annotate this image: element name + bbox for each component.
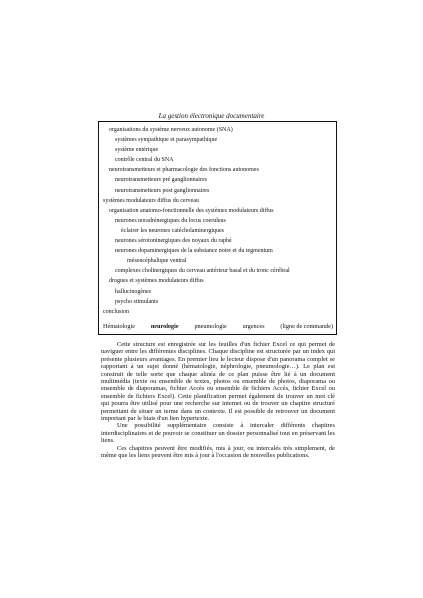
outline-item[interactable]: conclusion	[103, 308, 129, 315]
outline-item[interactable]: neurotransmetteurs pré ganglionnaires	[115, 177, 207, 184]
tab-neurologie[interactable]: neurologie	[150, 323, 179, 330]
outline-item[interactable]: neurones noradrénergiques du locus coeruleus	[115, 217, 226, 224]
outline-item[interactable]: complexes cholinergiques du cerveau antérieur basal et du tronc cérébral	[115, 268, 290, 275]
body-text	[101, 341, 335, 460]
outline-item[interactable]: organisations du système nerveux autonome (SNA)	[109, 127, 233, 133]
outline-item[interactable]: drogues et systèmes modulateurs diffus	[109, 278, 204, 285]
tab-pneumologie[interactable]: pneumologie	[194, 323, 227, 330]
outline-item[interactable]: mésencéphalique ventral	[127, 258, 187, 265]
outline-item[interactable]: neurotransmetteurs post ganglionnaires	[115, 187, 210, 194]
outline-item[interactable]: organisation anatomo-fonctionnelle des systèmes modulateurs diffus	[109, 207, 274, 214]
outline-item[interactable]: neurones sérotoninergiques des noyaux du raphé	[115, 238, 232, 245]
discipline-tabs	[103, 323, 333, 331]
tab-hématologie[interactable]: Hématologie	[103, 323, 135, 330]
outline-item[interactable]: systèmes sympathique et parasympathique	[115, 137, 218, 144]
outline-item[interactable]: systèmes modulateurs diffus du cerveau	[103, 197, 199, 204]
outline-panel	[98, 121, 337, 335]
outline-item[interactable]: neurotransmetteurs et pharmacologie des fonctions autonomes	[109, 167, 259, 174]
outline-item[interactable]: éclairer les neurones catécholaminergiques	[121, 227, 225, 234]
outline-list	[103, 125, 334, 317]
running-header: La gestion électronique documentaire	[158, 112, 265, 120]
paragraph: Cette structure est enregistrée sur les feuilles d'un fichier Excel ce qui permet de naviguer entre les différentes disciplines. Chaque discipline est structurée par un index qui présente plusieurs avantages. En premier lieu le lecteur dispose d'un panorama complet se rapportant à un sujet donné (hématologie, néphrologie, pneumologie…). Le plan est construit de telle sorte que chaque alinéa de ce plan puisse être lié à un document multimédia (texte ou ensemble de textes, photos ou ensemble de photos, diaporama ou ensemble de diaporamas, fichier Accès ou ensemble de fichiers Accès, fichier Excel ou ensemble de fichiers Excel). Cette planification permet également de trouver un mot clé qui pourra être utilisé pour une recherche sur internet ou de trouver un chapitre structuré permettant de situer un terme dans un contexte. Il est possible de retrouver un document important par le biais d'un lien hypertexte.	[101, 341, 335, 423]
tab-urgences[interactable]: urgences	[242, 323, 265, 330]
paragraph: Ces chapitres peuvent être modifiés, mis à jour, ou intercalés très simplement, de même que les liens peuvent être mis à jour à l'occasion de nouvelles publications.	[101, 444, 335, 460]
outline-item[interactable]: psycho stimulants	[115, 298, 159, 305]
outline-item[interactable]: hallucinogènes	[115, 288, 151, 295]
outline-item[interactable]: neurones dopaminergiques de la substance noire et du tegmentum	[115, 248, 273, 255]
paragraph: Une possibilité supplémentaire consiste à intercaler différents chapitres interdisciplinaires et de pouvoir se constituer un dossier personnalisé tout en préservant les liens.	[101, 422, 335, 445]
outline-item[interactable]: système entérique	[115, 147, 159, 154]
tab-ligne-de-commande[interactable]: (ligne de commande)	[280, 323, 333, 330]
outline-item[interactable]: contrôle central du SNA	[115, 157, 174, 164]
